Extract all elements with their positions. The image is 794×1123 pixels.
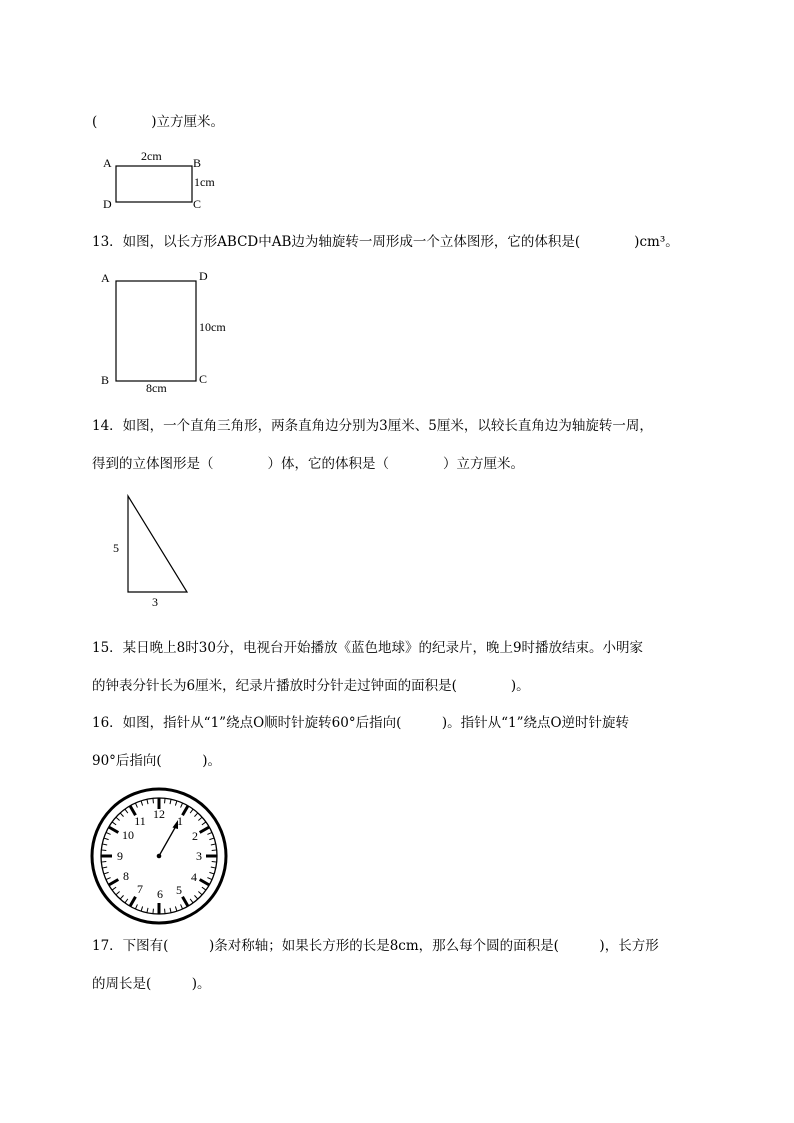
clock-minute-tick (165, 909, 166, 914)
clock-number-11: 11 (134, 814, 146, 828)
clock-minute-tick (165, 798, 166, 803)
fig1-label-a: A (103, 156, 112, 170)
clock-number-9: 9 (117, 849, 123, 863)
clock-minute-tick (153, 798, 154, 803)
fig1-label-b: B (193, 156, 202, 170)
clock-number-10: 10 (122, 828, 134, 842)
answer-line-cubic-cm: ( )立方厘米。 (92, 114, 225, 130)
question-14-line2: 得到的立体图形是（ ）体，它的体积是（ ）立方厘米。 (92, 456, 524, 472)
clock-minute-tick (101, 850, 106, 851)
clock-minute-tick (153, 909, 154, 914)
question-17-line1: 17．下图有( )条对称轴；如果长方形的长是8cm，那么每个圆的面积是( )，长方形 (92, 938, 659, 954)
clock-number-1: 1 (177, 814, 183, 828)
question-16-line2: 90°后指向( )。 (92, 753, 221, 769)
question-13: 13．如图，以长方形ABCD中AB边为轴旋转一周形成一个立体图形，它的体积是( )cm³。 (92, 234, 679, 250)
clock-number-2: 2 (192, 829, 198, 843)
fig2-label-d: D (199, 269, 208, 283)
clock-number-7: 7 (137, 882, 143, 896)
question-17-line2: 的周长是( )。 (92, 976, 211, 992)
clock-number-6: 6 (157, 887, 163, 901)
clock-minute-tick (212, 850, 217, 851)
fig1-label-c: C (193, 197, 202, 211)
clock-number-5: 5 (176, 883, 182, 897)
fig2-label-b: B (101, 373, 110, 387)
clock-minute-tick (101, 862, 106, 863)
clock-minute-tick (212, 862, 217, 863)
question-16-line1: 16．如图，指针从“1”绕点O顺时针旋转60°后指向( )。指针从“1”绕点O逆时针旋转 (92, 715, 630, 731)
fig2-label-right: 10cm (199, 320, 226, 334)
clock-number-8: 8 (123, 869, 129, 883)
fig2-label-bottom: 8cm (146, 381, 167, 395)
question-15-line2: 的钟表分针长为6厘米，纪录片播放时分针走过钟面的面积是( )。 (92, 678, 530, 694)
question-15-line1: 15．某日晚上8时30分，电视台开始播放《蓝色地球》的纪录片，晚上9时播放结束。小明家 (92, 640, 644, 656)
clock-center-o (157, 854, 162, 859)
fig3-label-left: 5 (113, 541, 119, 555)
clock-number-12: 12 (153, 807, 165, 821)
fig1-label-d: D (103, 197, 112, 211)
question-14-line1: 14．如图，一个直角三角形，两条直角边分别为3厘米、5厘米，以较长直角边为轴旋转一周， (92, 418, 653, 434)
clock-face (89, 786, 229, 926)
fig3-label-bottom: 3 (152, 595, 158, 609)
fig2-label-c: C (199, 372, 208, 386)
fig1-label-right: 1cm (194, 175, 215, 189)
fig2-label-a: A (101, 271, 110, 285)
clock-number-4: 4 (191, 870, 197, 884)
fig1-label-top: 2cm (141, 149, 162, 163)
clock-number-3: 3 (196, 849, 202, 863)
